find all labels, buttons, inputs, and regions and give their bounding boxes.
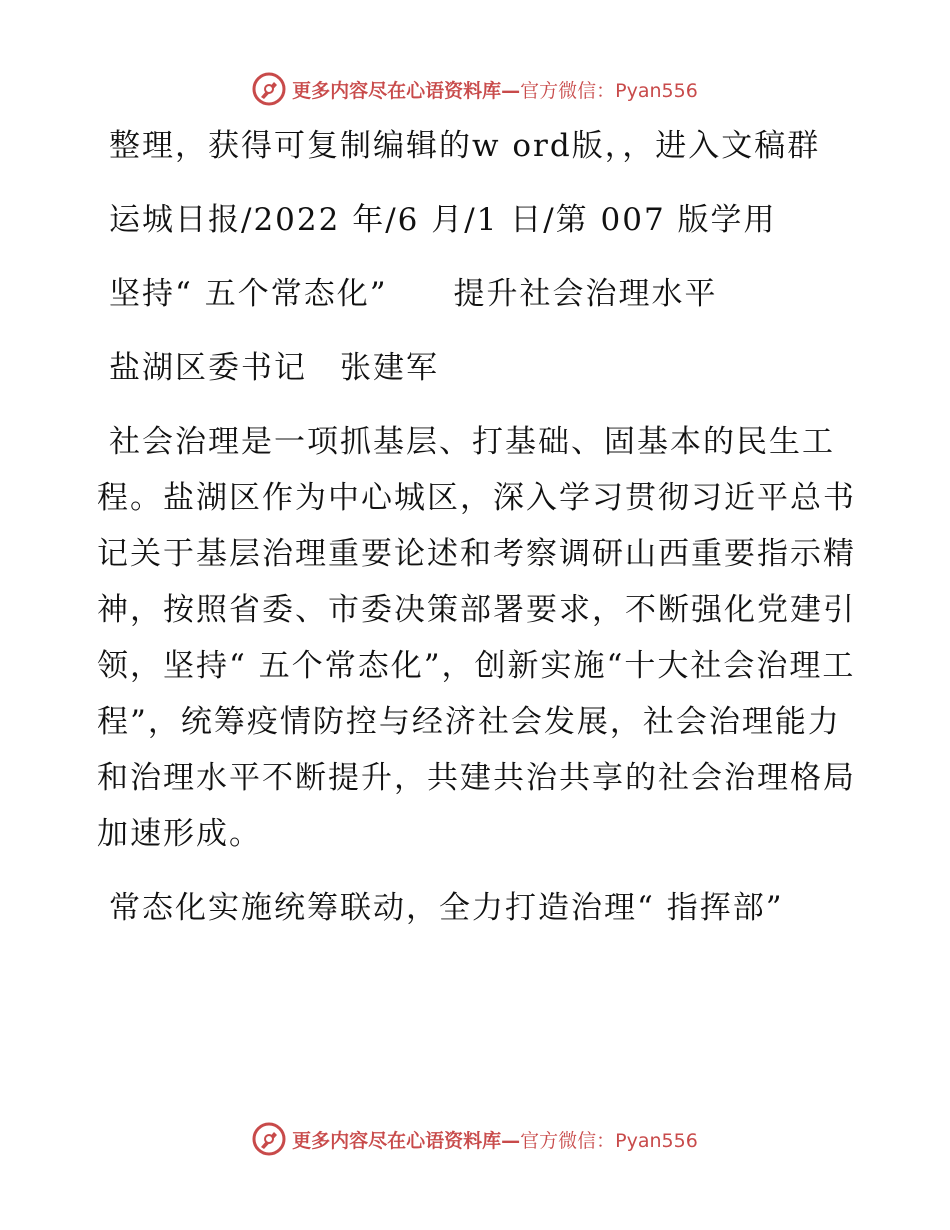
watermark-text: 更多内容尽在心语资料库—官方微信：Pyan556	[292, 79, 698, 102]
document-page	[97, 118, 857, 954]
source-line: 运城日报/2022 年/6 月/1 日/第 007 版学用	[109, 202, 777, 238]
pen-logo-icon	[252, 72, 286, 106]
header-watermark	[0, 72, 950, 106]
footer-watermark	[0, 1122, 950, 1156]
watermark-text: 更多内容尽在心语资料库—官方微信：Pyan556	[292, 1129, 698, 1152]
intro-paragraph: 整理，获得可复制编辑的w ord版，，进入文稿群	[109, 128, 821, 164]
body-paragraph: 社会治理是一项抓基层、打基础、固基本的民生工程。盐湖区作为中心城区，深入学习贯彻习近平总书记关于基层治理重要论述和考察调研山西重要指示精神，按照省委、市委决策部署要求，不断强化党建引领，坚持“ 五个常态化”，创新实施“十大社会治理工程”，统筹疫情防控与经济社会发展，社会治理能力和治理水平不断提升，共建共治共享的社会治理格局加速形成。	[97, 424, 856, 852]
author-line: 盐湖区委书记 张建军	[109, 350, 439, 386]
section-heading: 常态化实施统筹联动，全力打造治理“ 指挥部”	[109, 890, 784, 926]
article-title: 坚持“ 五个常态化” 提升社会治理水平	[109, 276, 718, 312]
pen-logo-icon	[252, 1122, 286, 1156]
